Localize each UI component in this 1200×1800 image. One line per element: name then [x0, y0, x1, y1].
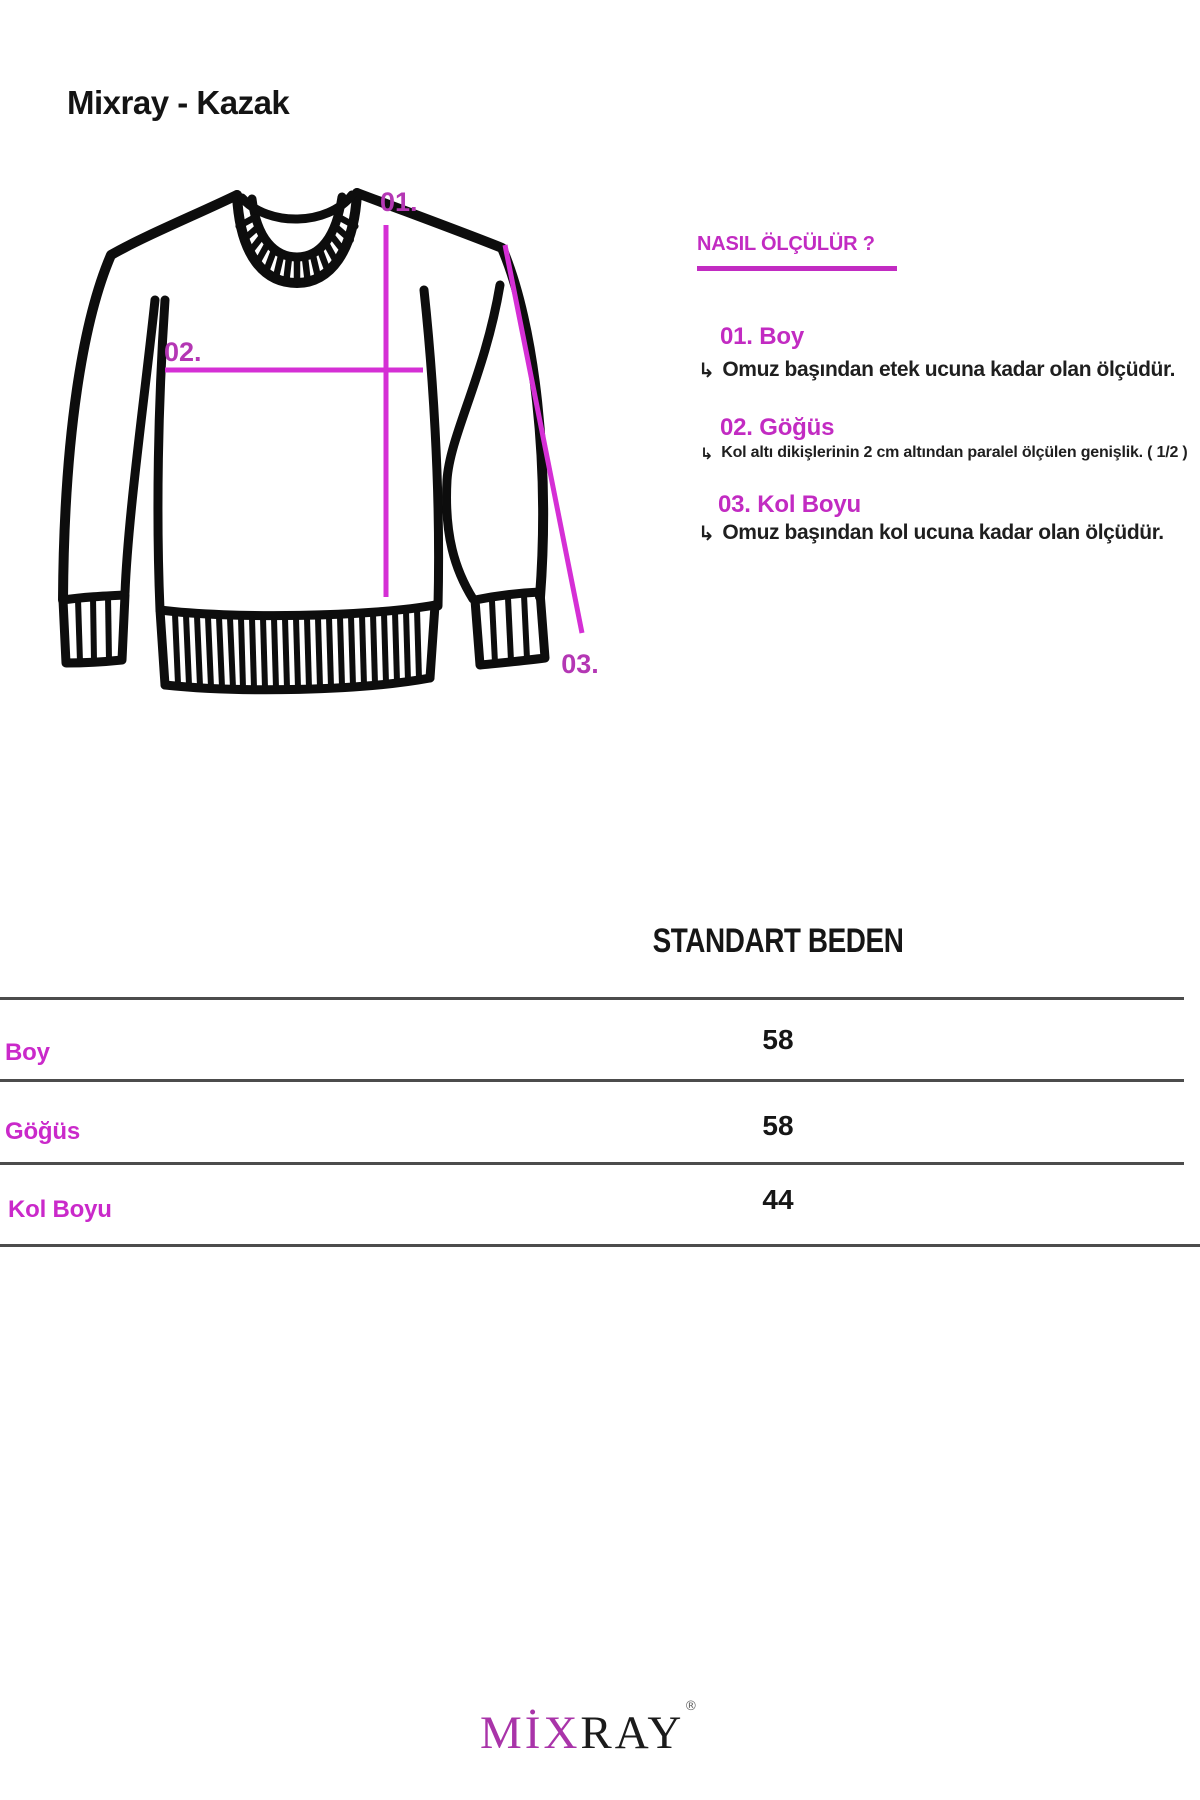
table-divider — [0, 1244, 1200, 1247]
diagram-label-03: 03. — [561, 649, 599, 679]
table-divider — [0, 1162, 1184, 1165]
section-desc-kol-boyu-text: Omuz başından kol ucuna kadar olan ölçüdür. — [722, 521, 1164, 544]
section-desc-kol-boyu — [698, 522, 1164, 543]
brand-logo — [480, 1700, 697, 1757]
hem-ribs — [175, 609, 419, 688]
section-desc-boy — [698, 359, 1175, 380]
diagram-label-02: 02. — [164, 337, 202, 367]
table-divider — [0, 997, 1184, 1000]
section-desc-gogus-text: Kol altı dikişlerinin 2 cm altından paralel ölçülen genişlik. ( 1/2 ) — [721, 444, 1188, 461]
brand-logo-mix: MİX — [480, 1707, 581, 1759]
arrow-icon: ↳ — [698, 358, 715, 382]
arrow-icon: ↳ — [700, 444, 714, 463]
arrow-icon: ↳ — [698, 521, 715, 545]
howto-title-underline — [697, 266, 897, 271]
diagram-label-01: 01. — [380, 187, 418, 217]
sweater-measurement-diagram — [30, 135, 630, 705]
collar-ribs — [239, 217, 356, 283]
registered-trademark-icon: ® — [684, 1699, 698, 1714]
table-row-label-gogus: Göğüs — [5, 1118, 80, 1145]
table-row-label-boy: Boy — [5, 1039, 50, 1066]
section-desc-gogus — [700, 445, 1188, 461]
table-divider — [0, 1079, 1184, 1082]
section-desc-boy-text: Omuz başından etek ucuna kadar olan ölçüdür. — [722, 358, 1176, 381]
cuff-ribs — [78, 595, 527, 663]
brand-logo-ray: RAY — [580, 1707, 685, 1759]
howto-title: NASIL ÖLÇÜLÜR ? — [697, 233, 875, 255]
table-row-value-kol-boyu: 44 — [762, 1184, 794, 1215]
section-heading-kol-boyu: 03. Kol Boyu — [718, 491, 861, 518]
section-heading-gogus: 02. Göğüs — [720, 414, 835, 441]
page-title: Mixray - Kazak — [67, 84, 290, 121]
table-row-value-boy: 58 — [762, 1024, 794, 1055]
size-table-column-header: STANDART BEDEN — [652, 922, 904, 960]
table-row-label-kol-boyu: Kol Boyu — [8, 1196, 112, 1223]
section-heading-boy: 01. Boy — [720, 323, 804, 350]
table-row-value-gogus: 58 — [762, 1110, 794, 1141]
